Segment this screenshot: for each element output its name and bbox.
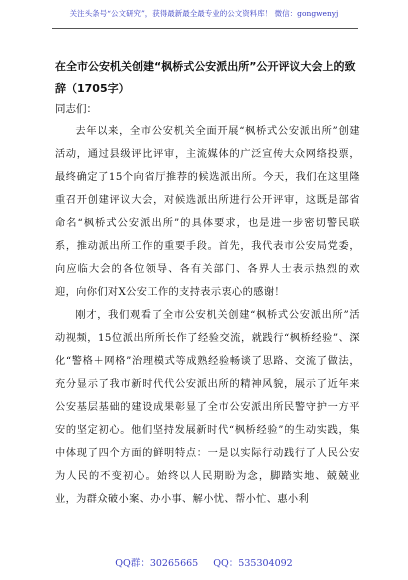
page-header: 关注头条号“公文研究”，获得最新最全最专业的公文资料库！ 微信：gongwenyj [69,9,339,18]
paragraph-2: 刚才，我们观看了全市公安机关创建“枫桥式公安派出所”活动视频，15位派出所所长作了经验交流，就践行“枫桥经验”、深化“警格＋网格”治理模式等成熟经验畅谈了思路、交流了做法，充分显示了我市新时代代公安派出所的精神风貌，展示了近年来公安基层基础的建设成果彰显了全市公安派出所民警守护一方平安的坚定初心。他们坚持发展新时代“枫桥经验”的生动实践，集中体现了四个方面的鲜明特点：一是以实际行动践行了人民公安为人民的不变初心。始终以人民期盼为念，脚踏实地、兢兢业业，为群众破小案、办小事、解小忧、帮小忙、惠小利 [55,310,360,505]
document-title: 在全市公安机关创建“枫桥式公安派出所”公开评议大会上的致辞（1705字） [55,60,356,95]
paragraph-1: 去年以来，全市公安机关全面开展“枫桥式公安派出所”创建活动，通过县级评比评审，主流媒体的广泛宣传大众网络投票，最终确定了15个向省厅推荐的候选派出所。今天，我们在这里隆重召开创建评议大会，对候选派出所进行公开评审，这既是部省命名“枫桥式公安派出所”的具体要求，也是进一步密切警民联系，推动派出所工作的重要手段。首先，我代表市公安局党委，向应临大会的各位领导、各有关部门、各界人士表示热烈的欢迎，向你们对X公安工作的支持表示衷心的感谢！ [55,126,360,298]
document-body [55,120,360,511]
header-divider [52,28,358,29]
greeting: 同志们： [55,103,97,115]
footer-qq-group: QQ群：30265665 [115,558,199,569]
footer-qq: QQ：535304092 [213,558,293,569]
page-footer [0,555,408,569]
